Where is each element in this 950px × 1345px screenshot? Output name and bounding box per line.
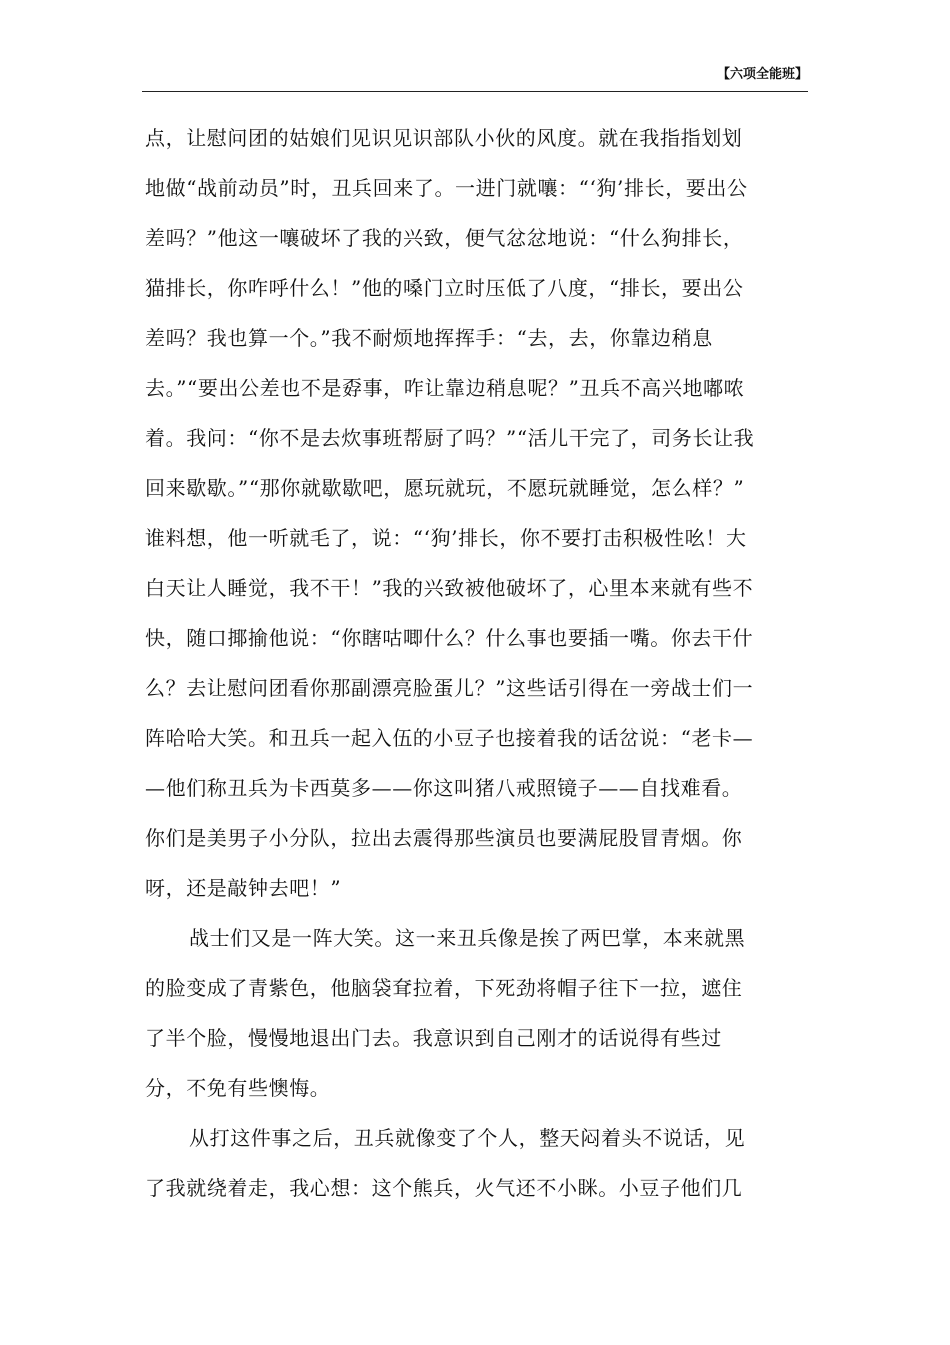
text-line: 差吗？”他这一嚷破坏了我的兴致，便气忿忿地说：“什么狗排长， (145, 226, 744, 250)
text-line: 差吗？我也算一个。”我不耐烦地挥挥手：“去，去，你靠边稍息 (145, 326, 713, 350)
text-line: 么？去让慰问团看你那副漂亮脸蛋儿？”这些话引得在一旁战士们一 (145, 676, 754, 700)
header-divider (142, 91, 808, 92)
text-line: 回来歇歇。”“那你就歇歇吧，愿玩就玩，不愿玩就睡觉，怎么样？” (145, 476, 745, 500)
text-line: 白天让人睡觉，我不干！”我的兴致被他破坏了，心里本来就有些不 (145, 576, 754, 600)
text-line: 点，让慰问团的姑娘们见识见识部队小伙的风度。就在我指指划划 (145, 126, 743, 150)
text-line: 谁料想，他一听就毛了，说：“‘狗’排长，你不要打击积极性吆！大 (145, 526, 747, 550)
text-line: 猫排长，你咋呼什么！”他的嗓门立时压低了八度，“排长，要出公 (145, 276, 744, 300)
text-line: 着。我问：“你不是去炊事班帮厨了吗？”“活儿干完了，司务长让我 (145, 426, 755, 450)
text-line: 的脸变成了青紫色，他脑袋耷拉着，下死劲将帽子往下一拉，遮住 (145, 976, 743, 1000)
course-label: 【六项全能班】 (716, 67, 808, 82)
text-line: 呀，还是敲钟去吧！” (145, 876, 342, 900)
text-line: 快，随口揶揄他说：“你瞎咕唧什么？什么事也要插一嘴。你去干什 (145, 626, 754, 650)
text-line: 分，不免有些懊悔。 (145, 1076, 331, 1100)
paragraph-first-line: 从打这件事之后，丑兵就像变了个人，整天闷着头不说话，见 (189, 1126, 746, 1150)
text-line: 了我就绕着走，我心想：这个熊兵，火气还不小眯。小豆子他们几 (145, 1176, 743, 1200)
page-header (142, 66, 808, 92)
text-line: 地做“战前动员”时，丑兵回来了。一进门就嚷：“‘狗’排长，要出公 (145, 176, 748, 200)
paragraph-first-line: 战士们又是一阵大笑。这一来丑兵像是挨了两巴掌，本来就黑 (189, 926, 746, 950)
text-line: —他们称丑兵为卡西莫多——你这叫猪八戒照镜子——自找难看。 (145, 776, 743, 800)
text-line: 阵哈哈大笑。和丑兵一起入伍的小豆子也接着我的话岔说：“老卡— (145, 726, 754, 750)
text-line: 了半个脸，慢慢地退出门去。我意识到自己刚才的话说得有些过 (145, 1026, 722, 1050)
text-line: 去。”“要出公差也不是孬事，咋让靠边稍息呢？”丑兵不高兴地嘟哝 (145, 376, 745, 400)
text-line: 你们是美男子小分队，拉出去震得那些演员也要满屁股冒青烟。你 (145, 826, 743, 850)
